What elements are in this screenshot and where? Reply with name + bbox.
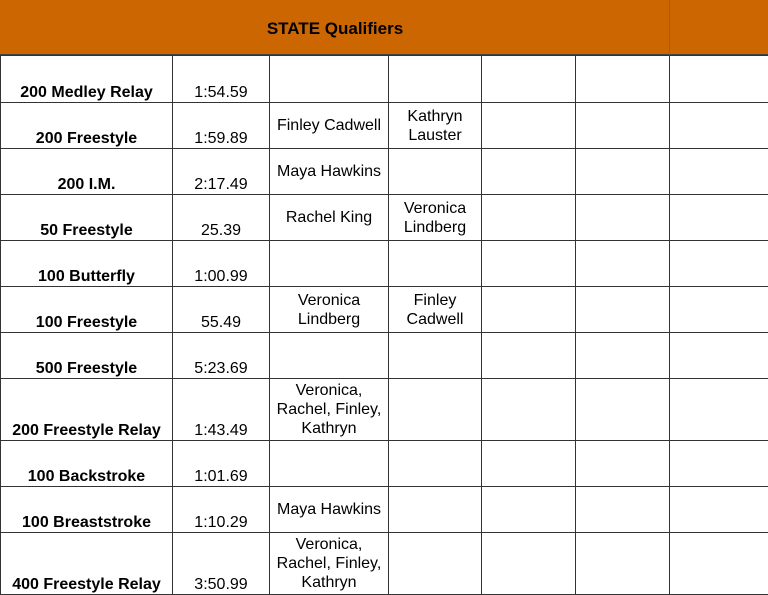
time-cell[interactable]: 1:10.29 (173, 487, 270, 533)
time-cell[interactable]: 25.39 (173, 195, 270, 241)
empty-cell[interactable] (482, 379, 576, 441)
qualifier-cell[interactable] (389, 333, 482, 379)
table-row (1, 287, 768, 333)
table-row (1, 441, 768, 487)
empty-cell[interactable] (576, 56, 670, 103)
empty-cell[interactable] (576, 287, 670, 333)
empty-cell[interactable] (670, 195, 768, 241)
empty-cell[interactable] (482, 533, 576, 595)
empty-cell[interactable] (576, 195, 670, 241)
time-cell[interactable]: 1:43.49 (173, 379, 270, 441)
table-row (1, 56, 768, 103)
event-cell[interactable]: 200 Freestyle Relay (1, 379, 173, 441)
empty-cell[interactable] (670, 287, 768, 333)
table-row (1, 241, 768, 287)
qualifier-cell[interactable] (270, 241, 389, 287)
event-cell[interactable]: 100 Freestyle (1, 287, 173, 333)
time-cell[interactable]: 55.49 (173, 287, 270, 333)
table-row (1, 103, 768, 149)
qualifier-cell[interactable]: Maya Hawkins (270, 149, 389, 195)
empty-cell[interactable] (482, 333, 576, 379)
qualifier-cell[interactable]: Veronica Lindberg (389, 195, 482, 241)
empty-cell[interactable] (482, 195, 576, 241)
event-cell[interactable]: 50 Freestyle (1, 195, 173, 241)
qualifier-cell[interactable] (270, 56, 389, 103)
empty-cell[interactable] (482, 103, 576, 149)
table-row (1, 533, 768, 595)
empty-cell[interactable] (482, 287, 576, 333)
qualifiers-table (0, 55, 768, 595)
empty-cell[interactable] (576, 149, 670, 195)
time-cell[interactable]: 5:23.69 (173, 333, 270, 379)
empty-cell[interactable] (576, 333, 670, 379)
table-row (1, 487, 768, 533)
qualifier-cell[interactable]: Veronica, Rachel, Finley, Kathryn (270, 379, 389, 441)
empty-cell[interactable] (670, 441, 768, 487)
sheet-title: STATE Qualifiers (0, 0, 670, 55)
time-cell[interactable]: 3:50.99 (173, 533, 270, 595)
event-cell[interactable]: 400 Freestyle Relay (1, 533, 173, 595)
empty-cell[interactable] (670, 487, 768, 533)
time-cell[interactable]: 1:59.89 (173, 103, 270, 149)
qualifier-cell[interactable]: Veronica Lindberg (270, 287, 389, 333)
event-cell[interactable]: 100 Breaststroke (1, 487, 173, 533)
table-row (1, 379, 768, 441)
empty-cell[interactable] (576, 533, 670, 595)
qualifier-cell[interactable] (389, 241, 482, 287)
qualifier-cell[interactable]: Rachel King (270, 195, 389, 241)
event-cell[interactable]: 500 Freestyle (1, 333, 173, 379)
qualifier-cell[interactable] (389, 56, 482, 103)
empty-cell[interactable] (670, 56, 768, 103)
empty-cell[interactable] (482, 487, 576, 533)
empty-cell[interactable] (482, 149, 576, 195)
empty-cell[interactable] (576, 379, 670, 441)
table-row (1, 333, 768, 379)
empty-cell[interactable] (482, 441, 576, 487)
header-divider (669, 0, 670, 55)
qualifier-cell[interactable]: Finley Cadwell (270, 103, 389, 149)
event-cell[interactable]: 100 Butterfly (1, 241, 173, 287)
qualifier-cell[interactable] (389, 487, 482, 533)
qualifier-cell[interactable] (389, 441, 482, 487)
empty-cell[interactable] (670, 533, 768, 595)
time-cell[interactable]: 1:54.59 (173, 56, 270, 103)
event-cell[interactable]: 200 Freestyle (1, 103, 173, 149)
event-cell[interactable]: 200 I.M. (1, 149, 173, 195)
qualifier-cell[interactable]: Kathryn Lauster (389, 103, 482, 149)
empty-cell[interactable] (576, 103, 670, 149)
table-row (1, 149, 768, 195)
qualifier-cell[interactable]: Veronica, Rachel, Finley, Kathryn (270, 533, 389, 595)
empty-cell[interactable] (482, 241, 576, 287)
time-cell[interactable]: 1:00.99 (173, 241, 270, 287)
empty-cell[interactable] (670, 241, 768, 287)
empty-cell[interactable] (482, 56, 576, 103)
qualifier-cell[interactable] (389, 379, 482, 441)
event-cell[interactable]: 200 Medley Relay (1, 56, 173, 103)
event-cell[interactable]: 100 Backstroke (1, 441, 173, 487)
empty-cell[interactable] (670, 103, 768, 149)
qualifier-cell[interactable] (270, 441, 389, 487)
qualifier-cell[interactable] (389, 149, 482, 195)
empty-cell[interactable] (670, 379, 768, 441)
empty-cell[interactable] (576, 487, 670, 533)
qualifier-cell[interactable] (270, 333, 389, 379)
table-row (1, 195, 768, 241)
qualifier-cell[interactable]: Maya Hawkins (270, 487, 389, 533)
qualifier-cell[interactable]: Finley Cadwell (389, 287, 482, 333)
title-bar (0, 0, 768, 55)
time-cell[interactable]: 2:17.49 (173, 149, 270, 195)
qualifier-cell[interactable] (389, 533, 482, 595)
time-cell[interactable]: 1:01.69 (173, 441, 270, 487)
empty-cell[interactable] (576, 441, 670, 487)
empty-cell[interactable] (670, 333, 768, 379)
empty-cell[interactable] (670, 149, 768, 195)
empty-cell[interactable] (576, 241, 670, 287)
